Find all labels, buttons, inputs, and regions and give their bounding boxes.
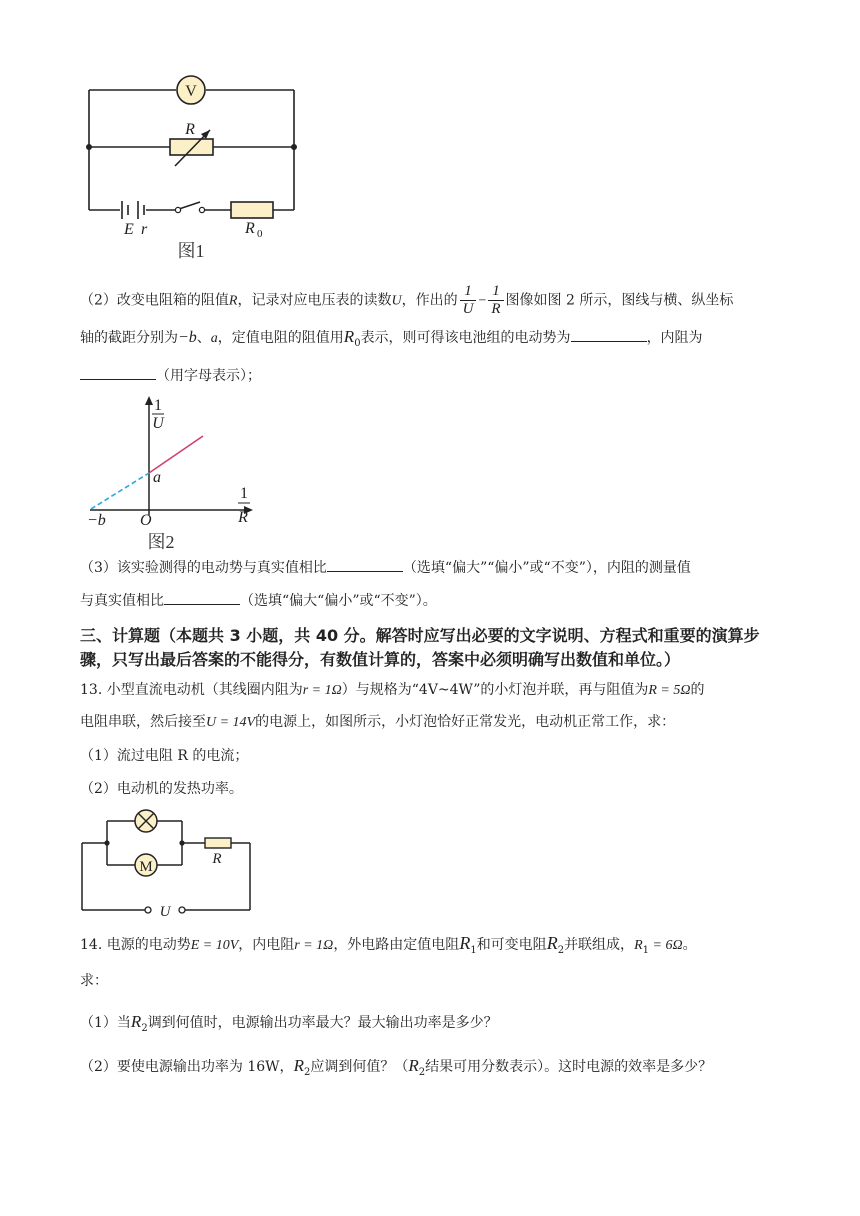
svg-text:R: R (238, 509, 248, 526)
answer-blank-emf-comparison[interactable] (327, 557, 403, 572)
extrapolation-dashed-line (91, 473, 149, 509)
lamp-symbol (135, 810, 157, 832)
resistor-r-symbol (205, 838, 231, 848)
answer-blank-emf[interactable] (571, 327, 647, 342)
q14-line-1: 14. 电源的电动势E = 10V，内电阻r = 1Ω，外电路由定值电阻$R_1$和可变电阻$R_2$并联组成，$R_1 = 6\Omega$。 (80, 933, 697, 956)
junction-dot-left (86, 144, 92, 150)
figure-q13-circuit (76, 805, 256, 920)
answer-blank-internal-resistance[interactable] (80, 365, 156, 380)
data-line (149, 436, 203, 473)
r0-label: R (245, 220, 255, 237)
q2-line-1: （2）改变电阻箱的阻值R，记录对应电压表的读数U，作出的 $\frac{1}{U}$ − $\frac{1}{R}$ 图像如图 2 所示，图线与横、纵坐标 (80, 283, 734, 317)
svg-text:1: 1 (154, 397, 162, 414)
section-3-heading: 三、计算题（本题共 3 小题，共 40 分。解答时应写出必要的文字说明、方程式和重要的演算步骤，只写出最后答案的不能得分，有数值计算的，答案中必须明确写出数值和单位。） (80, 626, 760, 669)
figure-1-caption: 图1 (177, 241, 205, 261)
svg-text:U: U (152, 415, 164, 432)
svg-text:R: R (212, 851, 222, 867)
rheostat-symbol (170, 139, 213, 155)
svg-text:1: 1 (240, 485, 248, 502)
q2-line-2: 轴的截距分别为−b、a，定值电阻的阻值用$R_0$表示，则可得该电池组的电动势为 ，内阻为 (80, 327, 703, 349)
q14-sub-1: （1）当$R_2$调到何值时，电源输出功率最大？最大输出功率是多少？ (80, 1012, 498, 1034)
r0-subscript: 0 (257, 228, 263, 240)
q14-line-2: 求： (80, 973, 108, 989)
origin-label: O (140, 512, 152, 529)
q13-line-1: 13. 小型直流电动机（其线圈内阻为r = 1Ω）与规格为“4V~4W”的小灯泡并联，再与阻值为R = 5Ω的 (80, 682, 705, 698)
svg-text:M: M (139, 859, 153, 875)
q2-line-3: （用字母表示）； (80, 365, 785, 386)
intercept-a-label: a (153, 469, 161, 486)
junction-dot-right (291, 144, 297, 150)
internal-resistance-label: r (141, 221, 148, 238)
supply-voltage-label: U (159, 904, 171, 920)
rheostat-label: R (185, 121, 195, 138)
q13-sub-2: （2）电动机的发热功率。 (80, 781, 243, 797)
q13-line-2: 电阻串联，然后接至U = 14V的电源上，如图所示，小灯泡恰好正常发光，电动机正常工作，求： (80, 714, 676, 730)
q14-sub-2: （2）要使电源输出功率为 16W，$R_2$应调到何值？（$R_2$结果可用分数表示）。这时电源的效率是多少？ (80, 1056, 713, 1078)
fraction-1-over-r: $\frac{1}{R}$ (488, 283, 503, 318)
voltmeter-label: V (185, 83, 197, 100)
q13-sub-1: （1）流过电阻 R 的电流； (80, 748, 249, 764)
figure-2-caption: 图2 (147, 532, 175, 552)
answer-blank-resistance-comparison[interactable] (164, 590, 240, 605)
figure-2-graph (86, 395, 266, 553)
emf-label: E (124, 221, 134, 238)
q3-line-1: （3）该实验测得的电动势与真实值相比 （选填“偏大”“偏小”或“不变”），内阻的测量值 (80, 557, 785, 578)
q3-line-2: 与真实值相比 （选填“偏大“偏小”或“不变”）。 (80, 590, 785, 611)
intercept-neg-b-label: −b (87, 512, 106, 529)
figure-1-circuit (80, 70, 310, 265)
fraction-1-over-u: $\frac{1}{U}$ (460, 283, 477, 318)
fixed-resistor-r0 (231, 202, 273, 218)
